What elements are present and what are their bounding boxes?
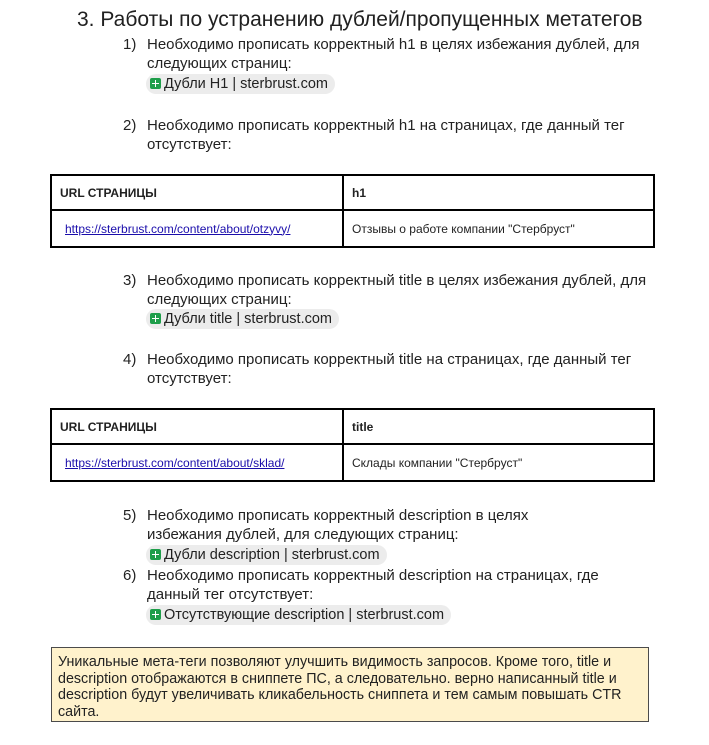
chip-label: Дубли description | sterbrust.com — [164, 547, 380, 563]
table-header-row — [51, 409, 654, 444]
note-callout: Уникальные мета-теги позволяют улучшить видимость запросов. Кроме того, title и description отображаются в сниппете ПС, а следовательно. верно написанный title и description будут увеличивать кликабельность сниппета и тем самым повышать CTR сайта. — [51, 647, 649, 722]
list-item-text: Необходимо прописать корректный h1 на страницах, где данный тег отсутствует: — [147, 117, 625, 153]
url-cell — [51, 210, 343, 247]
list-item-number: 4) — [123, 351, 137, 368]
column-header-url: URL СТРАНИЦЫ — [51, 409, 343, 444]
list-item-number: 2) — [123, 117, 137, 134]
list-item-text: Необходимо прописать корректный description в целях избежания дублей, для следующих страниц: — [147, 507, 529, 543]
list-item-text: Необходимо прописать корректный title на страницах, где данный тег отсутствует: — [147, 351, 632, 387]
list-item-number: 5) — [123, 507, 137, 524]
list-item-number: 1) — [123, 36, 137, 53]
h1-value-cell: Отзывы о работе компании "Стербруст" — [343, 210, 654, 247]
column-header-h1: h1 — [343, 175, 654, 210]
sheet-link-chip-title-duplicates[interactable] — [146, 309, 339, 329]
sheet-link-chip-missing-description[interactable] — [146, 605, 451, 625]
list-item-number: 6) — [123, 567, 137, 584]
list-item-text: Необходимо прописать корректный title в целях избежания дублей, для следующих страниц: — [147, 272, 647, 308]
sheet-link-chip-description-duplicates[interactable] — [146, 545, 387, 565]
column-header-title: title — [343, 409, 654, 444]
chip-label: Дубли title | sterbrust.com — [164, 311, 333, 327]
page-url-link[interactable]: https://sterbrust.com/content/about/otzyvy/ — [65, 221, 291, 236]
table-row — [51, 444, 654, 481]
list-item-text: Необходимо прописать корректный description на страницах, где данный тег отсутствует: — [147, 567, 599, 603]
url-cell — [51, 444, 343, 481]
table-header-row — [51, 175, 654, 210]
chip-label: Отсутствующие description | sterbrust.com — [164, 607, 445, 623]
section-title: 3. Работы по устранению дублей/пропущенных метатегов — [77, 8, 643, 31]
title-value-cell: Склады компании "Стербруст" — [343, 444, 654, 481]
sheet-link-chip-h1-duplicates[interactable] — [146, 74, 335, 94]
table-row — [51, 210, 654, 247]
page-url-link[interactable]: https://sterbrust.com/content/about/sklad/ — [65, 455, 285, 470]
list-item-number: 3) — [123, 272, 137, 289]
missing-title-table — [50, 408, 655, 482]
missing-h1-table — [50, 174, 655, 248]
spreadsheet-icon — [150, 549, 161, 560]
chip-label: Дубли H1 | sterbrust.com — [164, 76, 328, 92]
spreadsheet-icon — [150, 609, 161, 620]
spreadsheet-icon — [150, 313, 161, 324]
column-header-url: URL СТРАНИЦЫ — [51, 175, 343, 210]
spreadsheet-icon — [150, 78, 161, 89]
list-item-text: Необходимо прописать корректный h1 в целях избежания дублей, для следующих страниц: — [147, 36, 640, 72]
